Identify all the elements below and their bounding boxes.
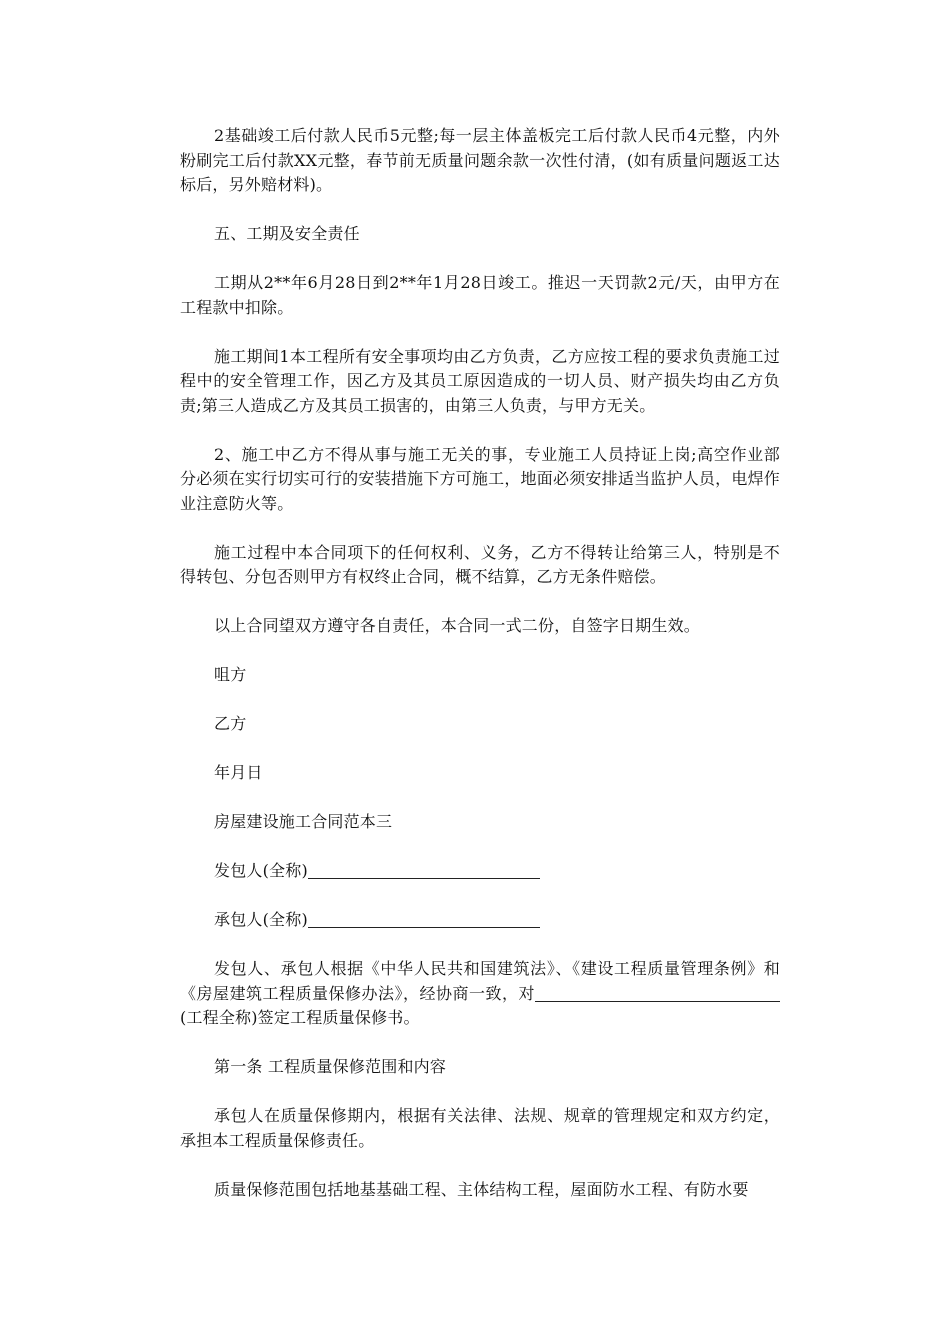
project-name-blank-1[interactable]	[535, 985, 705, 1002]
payment-terms-paragraph: 2基础竣工后付款人民币5元整;每一层主体盖板完工后付款人民币4元整，内外粉刷完工后付款XX元整，春节前无质量问题余款一次性付清，(如有质量问题返工达标后，另外赔材料)。	[180, 126, 780, 194]
warranty-basis-paragraph	[180, 957, 780, 1031]
party-a-signature-line: 咀方	[214, 665, 247, 684]
warranty-responsibility-paragraph: 承包人在质量保修期内，根据有关法律、法规、规章的管理规定和双方约定，承担本工程质量保修责任。	[180, 1106, 780, 1150]
article-one-heading: 第一条 工程质量保修范围和内容	[214, 1057, 447, 1076]
date-line: 年月日	[214, 763, 263, 782]
construction-conduct-paragraph: 2、施工中乙方不得从事与施工无关的事，专业施工人员持证上岗;高空作业部分必须在实行切实可行的安装措施下方可施工，地面必须安排适当监护人员，电焊作业注意防火等。	[180, 444, 780, 513]
project-name-blank-2[interactable]	[705, 985, 780, 1002]
employer-name-field	[180, 859, 780, 884]
warranty-scope-paragraph: 质量保修范围包括地基基础工程、主体结构工程，屋面防水工程、有防水要	[214, 1179, 749, 1199]
document-body	[180, 124, 780, 1227]
employer-name-blank[interactable]	[308, 862, 540, 879]
contractor-name-field	[180, 908, 780, 933]
warranty-basis-text: 发包人、承包人根据《中华人民共和国建筑法》、《建设工程质量管理条例》和《房屋建筑工程质量保修办法》，经协商一致，对	[180, 959, 780, 1003]
schedule-paragraph: 工期从2**年6月28日到2**年1月28日竣工。推迟一天罚款2元/天，由甲方在工程款中扣除。	[180, 273, 780, 317]
contractor-label: 承包人(全称)	[214, 910, 308, 929]
employer-label: 发包人(全称)	[214, 861, 308, 880]
contract-template-title: 房屋建设施工合同范本三	[214, 812, 393, 831]
transfer-prohibition-paragraph: 施工过程中本合同项下的任何权利、义务，乙方不得转让给第三人，特别是不得转包、分包否则甲方有权终止合同，概不结算，乙方无条件赔偿。	[180, 542, 780, 586]
effectiveness-paragraph: 以上合同望双方遵守各自责任，本合同一式二份，自签字日期生效。	[214, 616, 701, 635]
party-b-signature-line: 乙方	[214, 714, 247, 733]
warranty-basis-text-end: (工程全称)签定工程质量保修书。	[180, 1008, 420, 1027]
safety-responsibility-paragraph: 施工期间1本工程所有安全事项均由乙方负责，乙方应按工程的要求负责施工过程中的安全管理工作，因乙方及其员工原因造成的一切人员、财产损失均由乙方负责;第三人造成乙方及其员工损害的，由第三人负责，与甲方无关。	[180, 346, 780, 415]
contractor-name-blank[interactable]	[308, 911, 540, 928]
section-heading-schedule-safety: 五、工期及安全责任	[214, 224, 360, 243]
